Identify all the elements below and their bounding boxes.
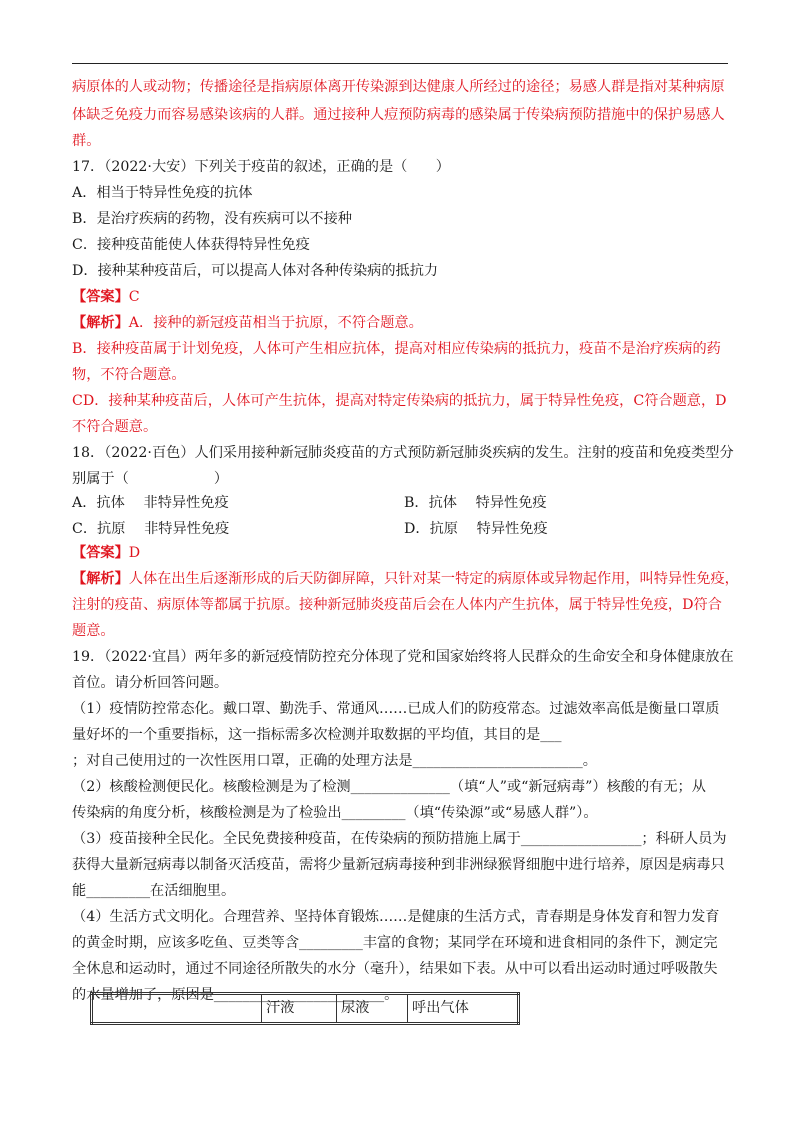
answer-line: 不符合题意。 [72,419,158,435]
table-header-cell [92,994,262,1024]
question-line: （3）疫苗接种全民化。全民免费接种疫苗，在传染病的预防措施上属于_________________；科研人员为 [72,831,727,847]
question-line: 获得大量新冠病毒以制备灭活疫苗，需将少量新冠病毒接种到非洲绿猴肾细胞中进行培养，原因是病毒只 [72,857,725,873]
question-line: 的水量增加了，原因是________________________。 [72,987,399,1003]
table-header-cell: 汗液 [262,994,337,1024]
table-header-cell: 尿液 [337,994,408,1024]
question-line: 首位。请分析回答问题。 [72,675,229,691]
answer-tag: 【解析】 [72,315,129,331]
answer-line: 体缺乏免疫力而容易感染该病的人群。通过接种人痘预防病毒的感染属于传染病预防措施中的保护易感人 [72,107,725,123]
question-line: （4）生活方式文明化。合理营养、坚持体育锻炼……是健康的生活方式，青春期是身体发育和智力发育 [72,909,720,925]
question-line: C．抗原 非特异性免疫 [72,521,230,537]
answer-line: 群。 [72,133,101,149]
answer-line: CD．接种某种疫苗后，人体可产生抗体，提高对特定传染病的抵抗力，属于特异性免疫，C符合题意，D [72,393,727,409]
answer-line: 【解析】人体在出生后逐渐形成的后天防御屏障，只针对某一特定的病原体或异物起作用，叫特异性免疫， [72,571,739,587]
answer-tag: 【解析】 [72,571,129,587]
question-line: D．接种某种疫苗后，可以提高人体对各种传染病的抵抗力 [72,263,439,279]
table-header-cell: 呼出气体 [408,994,519,1024]
answer-line: 【答案】D [72,545,141,561]
answer-line: 病原体的人或动物；传播途径是指病原体离开传染源到达健康人所经过的途径；易感人群是指对某种病原 [72,79,725,95]
question-line: 的黄金时期，应该多吃鱼、豆类等含_________丰富的食物；某同学在环境和进食相同的条件下，测定完 [72,935,718,951]
answer-line: 注射的疫苗、病原体等都属于抗原。接种新冠肺炎疫苗后会在人体内产生抗体，属于特异性免疫，D符合 [72,597,722,613]
question-line: 19．（2022·宜昌）两年多的新冠疫情防控充分体现了党和国家始终将人民群众的生命安全和身体健康放在 [72,649,734,665]
option-right: B．抗体 特异性免疫 [404,495,547,511]
question-line: 传染病的角度分析，核酸检测是为了检验出_________（填“传染源”或“易感人群”）。 [72,805,598,821]
question-line: 能_________在活细胞里。 [72,883,236,899]
header-rule [72,63,728,64]
question-line: A．相当于特异性免疫的抗体 [72,185,253,201]
question-line: 全休息和运动时，通过不同途径所散失的水分（毫升），结果如下表。从中可以看出运动时通过呼吸散失 [72,961,718,977]
answer-line: B．接种疫苗属于计划免疫，人体可产生相应抗体，提高对相应传染病的抵抗力，疫苗不是治疗疾病的药 [72,341,721,357]
question-line: （2）核酸检测便民化。核酸检测是为了检测______________（填“人”或“新冠病毒”）核酸的有无；从 [72,779,706,795]
question-line: 17．（2022·大安）下列关于疫苗的叙述，正确的是（ ） [72,159,450,175]
answer-tag: 【答案】 [72,545,129,561]
answer-tag: 【答案】 [72,289,129,305]
answer-line: 题意。 [72,623,115,639]
answer-line: 物，不符合题意。 [72,367,186,383]
question-line: 量好坏的一个重要指标，这一指标需多次检测并取数据的平均值，其目的是___ [72,727,562,743]
water-loss-table [90,992,520,1025]
answer-line: 【答案】C [72,289,140,305]
table-header-row [92,994,519,1024]
question-line: B．是治疗疾病的药物，没有疾病可以不接种 [72,211,352,227]
question-line: C．接种疫苗能使人体获得特异性免疫 [72,237,310,253]
question-line: （1）疫情防控常态化。戴口罩、勤洗手、常通风……已成人们的防疫常态。过滤效率高低是衡量口罩质 [72,701,720,717]
question-line: 18．（2022·百色）人们采用接种新冠肺炎疫苗的方式预防新冠肺炎疾病的发生。注射的疫苗和免疫类型分 [72,445,734,461]
answer-line: 【解析】A．接种的新冠疫苗相当于抗原，不符合题意。 [72,315,423,331]
question-line: 别属于（ ） [72,471,229,487]
question-line: A．抗体 非特异性免疫 [72,495,229,511]
question-line: ；对自己使用过的一次性医用口罩，正确的处理方法是________________________。 [72,753,597,769]
option-right: D．抗原 特异性免疫 [404,521,548,537]
